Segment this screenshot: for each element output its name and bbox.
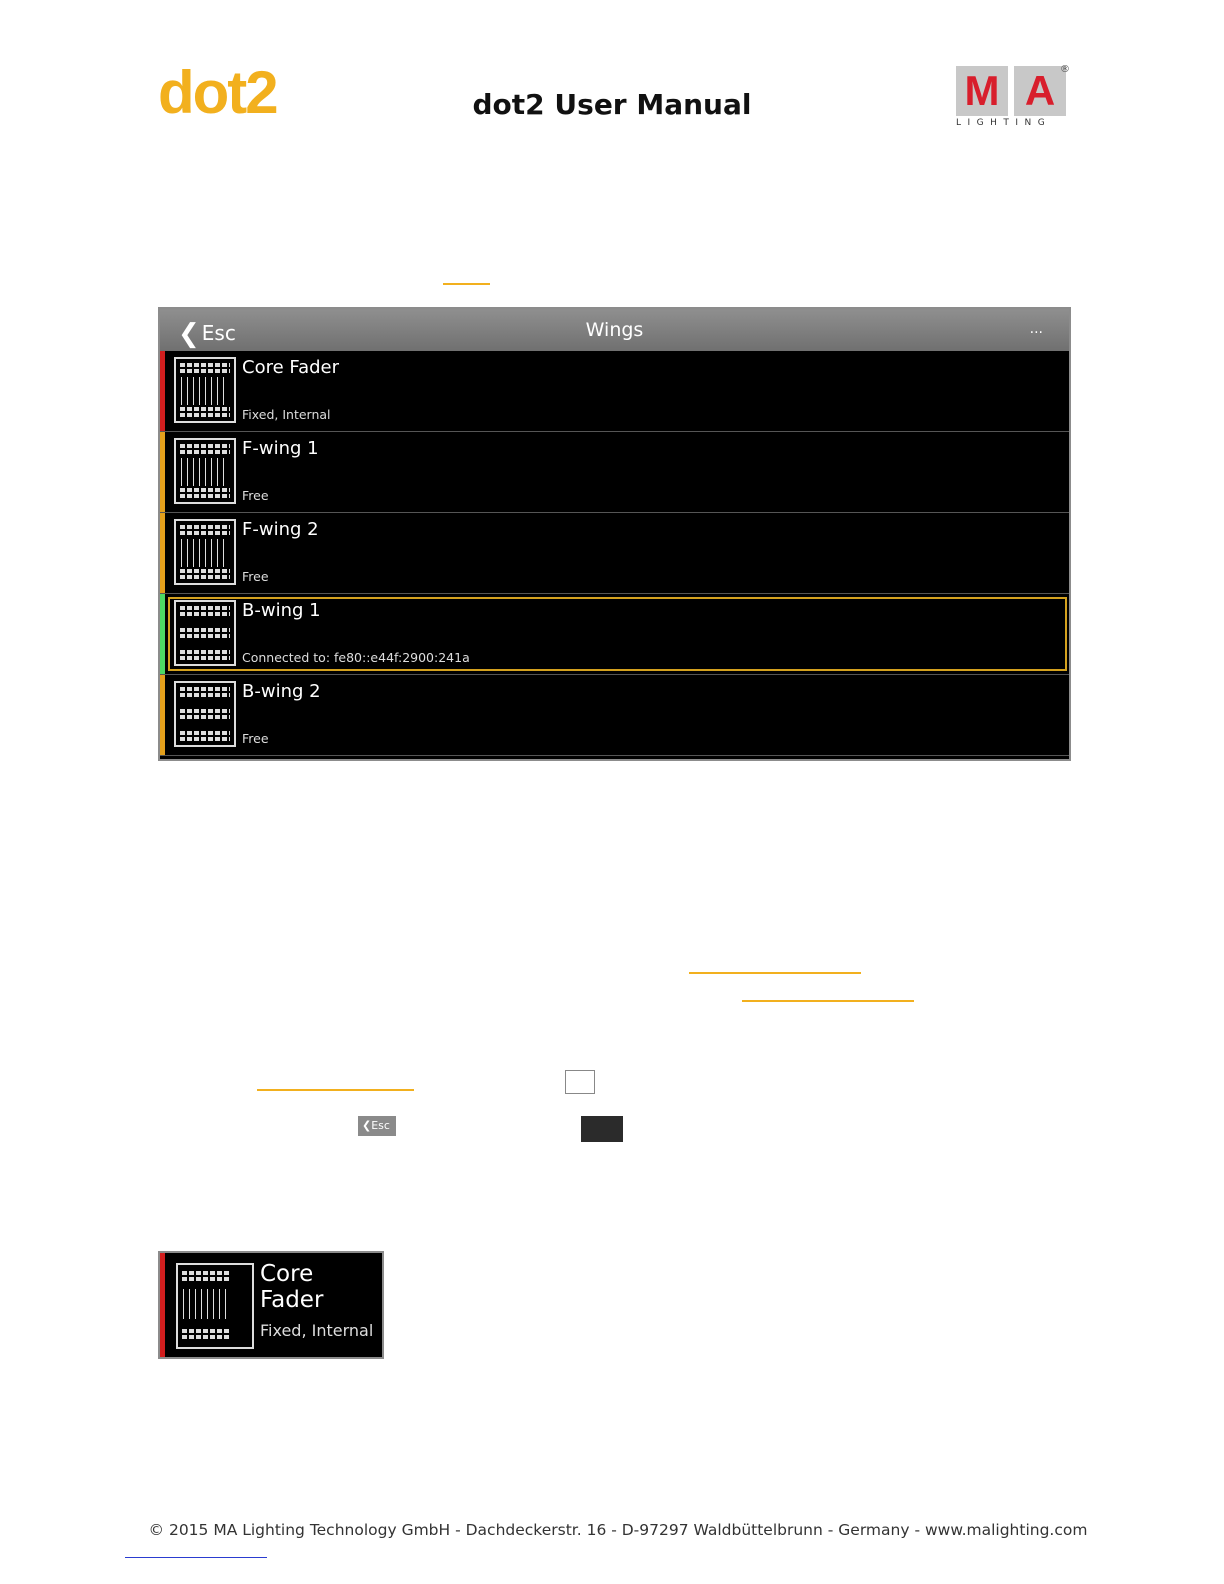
wing-row[interactable] bbox=[160, 432, 1069, 513]
wing-row[interactable] bbox=[160, 513, 1069, 594]
link-underline[interactable] bbox=[742, 1000, 914, 1002]
core-fader-icon bbox=[174, 357, 236, 423]
wing-name: Core Fader bbox=[242, 357, 340, 378]
checkbox-sample bbox=[565, 1070, 595, 1094]
wing-name: B-wing 1 bbox=[242, 600, 321, 621]
dark-button-sample bbox=[581, 1116, 623, 1142]
wing-status: Free bbox=[242, 569, 269, 584]
ma-logo-subtitle: LIGHTING bbox=[956, 118, 1052, 128]
wing-row[interactable] bbox=[160, 675, 1069, 756]
status-stripe bbox=[160, 1253, 165, 1357]
wings-window bbox=[158, 307, 1071, 761]
fader-wing-icon bbox=[174, 519, 236, 585]
wing-row[interactable] bbox=[160, 594, 1069, 675]
wing-name: F-wing 1 bbox=[242, 438, 319, 459]
esc-button-sample: ❮Esc bbox=[358, 1116, 396, 1136]
button-wing-icon bbox=[174, 600, 236, 666]
status-stripe bbox=[160, 675, 165, 755]
wing-name: B-wing 2 bbox=[242, 681, 321, 702]
dot2-logo: dot2 bbox=[158, 59, 277, 126]
status-stripe bbox=[160, 513, 165, 593]
link-underline[interactable] bbox=[257, 1089, 414, 1091]
footer-text: © 2015 MA Lighting Technology GmbH - Dachdeckerstr. 16 - D-97297 Waldbüttelbrunn - Germany - www.malighting.com bbox=[148, 1521, 1088, 1539]
tile-name: Core Fader bbox=[260, 1261, 324, 1313]
ma-logo-a: A bbox=[1014, 66, 1066, 116]
more-options-button[interactable]: ... bbox=[1029, 321, 1043, 337]
ma-logo-m: M bbox=[956, 66, 1008, 116]
wing-status: Free bbox=[242, 488, 269, 503]
link-underline[interactable] bbox=[443, 283, 490, 285]
footer-link-underline[interactable] bbox=[125, 1557, 267, 1558]
status-stripe bbox=[160, 351, 165, 431]
core-fader-icon bbox=[176, 1263, 254, 1349]
link-underline[interactable] bbox=[689, 972, 861, 974]
wing-name: F-wing 2 bbox=[242, 519, 319, 540]
registered-mark: ® bbox=[1060, 64, 1070, 75]
fader-wing-icon bbox=[174, 438, 236, 504]
status-stripe bbox=[160, 594, 165, 674]
wing-status: Connected to: fe80::e44f:2900:241a bbox=[242, 650, 470, 665]
window-title-bar bbox=[160, 309, 1069, 351]
wing-row[interactable] bbox=[160, 351, 1069, 432]
status-stripe bbox=[160, 432, 165, 512]
core-fader-tile bbox=[158, 1251, 384, 1359]
button-wing-icon bbox=[174, 681, 236, 747]
ma-lighting-logo bbox=[956, 66, 1070, 130]
wing-status: Fixed, Internal bbox=[242, 407, 331, 422]
wing-status: Free bbox=[242, 731, 269, 746]
wings-list bbox=[160, 351, 1069, 756]
tile-status: Fixed, Internal bbox=[260, 1321, 374, 1340]
esc-label: Esc bbox=[201, 321, 236, 345]
window-title: Wings bbox=[585, 319, 644, 341]
page-title: dot2 User Manual bbox=[472, 88, 752, 121]
chevron-left-icon: ❮ bbox=[178, 319, 200, 349]
